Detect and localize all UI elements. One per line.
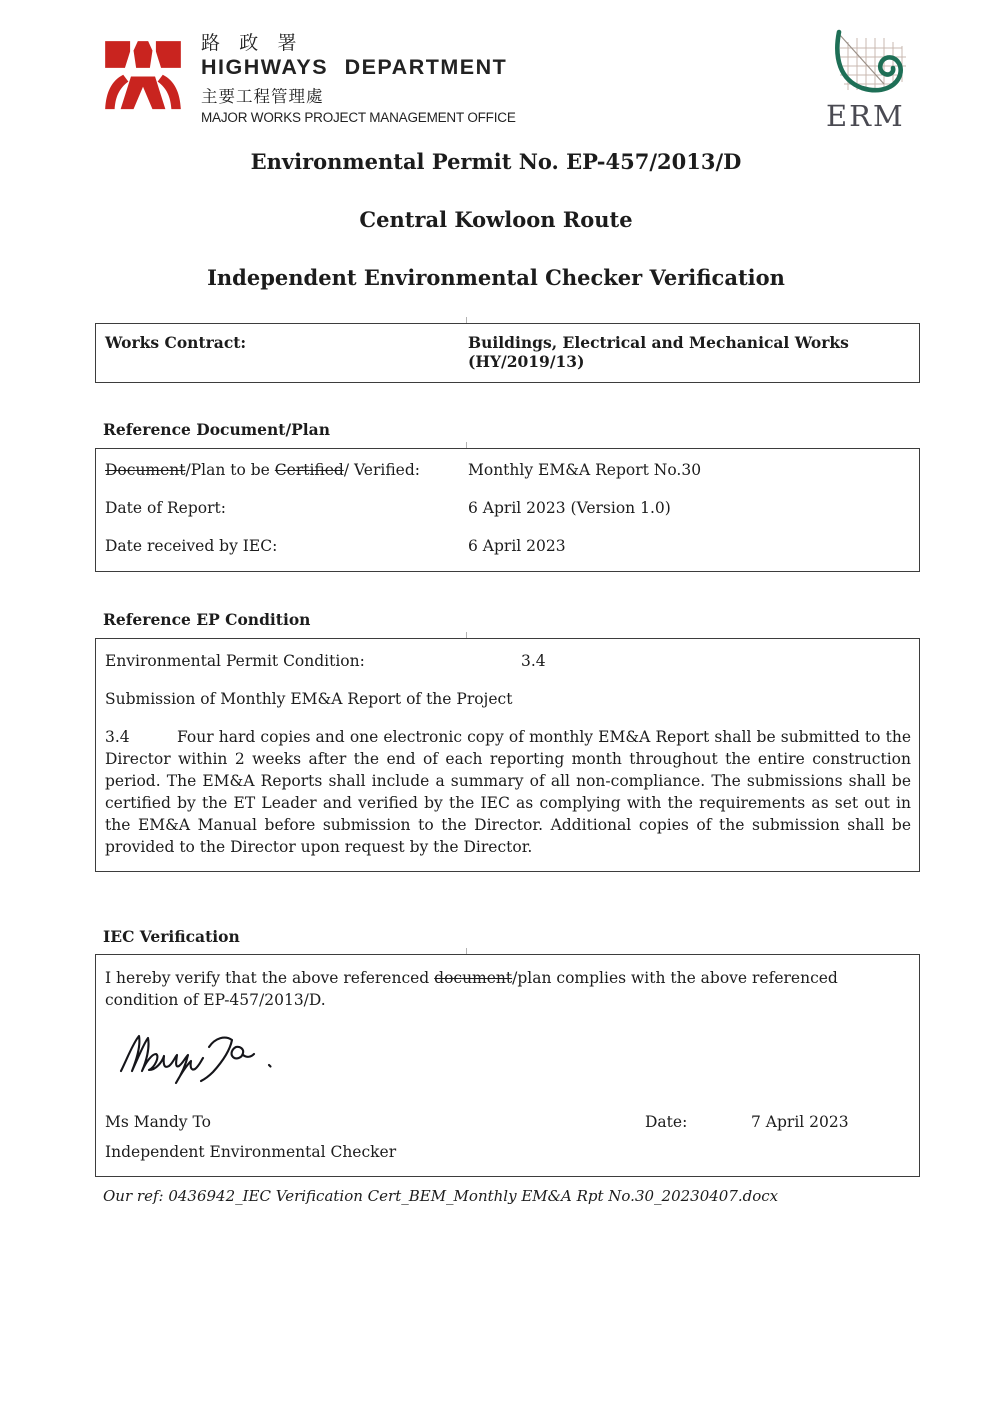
page-header <box>0 0 992 133</box>
date-of-report-label: Date of Report: <box>105 499 226 517</box>
iec-verification-heading: IEC Verification <box>103 927 240 946</box>
erm-fern-logo-icon <box>826 28 924 102</box>
date-received-value: 6 April 2023 <box>468 537 566 555</box>
hyd-english-name: HIGHWAYS DEPARTMENT <box>201 54 508 79</box>
doc-plan-label-tail: / Verified: <box>343 461 420 479</box>
works-contract-label: Works Contract: <box>105 333 247 352</box>
statement-pre: I hereby verify that the above referenced <box>105 969 435 987</box>
erm-wordmark: ERM <box>826 99 905 133</box>
works-contract-box <box>95 323 920 383</box>
project-title: Central Kowloon Route <box>359 207 633 232</box>
date-label: Date: <box>645 1112 688 1131</box>
reference-document-heading: Reference Document/Plan <box>103 420 330 439</box>
highways-department-block <box>100 30 516 125</box>
table-divider-stub <box>466 632 467 638</box>
ep-condition-value: 3.4 <box>521 652 546 670</box>
document-type-title: Independent Environmental Checker Verification <box>207 265 785 290</box>
reference-document-box <box>95 448 920 572</box>
struck-word-certified: Certified <box>274 461 344 479</box>
ep-clause-number: 3.4 <box>105 728 130 746</box>
table-divider-stub <box>466 317 467 323</box>
reference-ep-condition-heading: Reference EP Condition <box>103 610 311 629</box>
ep-condition-label: Environmental Permit Condition: <box>105 652 365 670</box>
statement-post: /plan complies with the above referenced condition of EP-457/2013/D. <box>105 969 838 1009</box>
works-contract-value: Buildings, Electrical and Mechanical Works (HY/2019/13) <box>468 333 849 371</box>
permit-number-title: Environmental Permit No. EP-457/2013/D <box>250 149 742 174</box>
iec-verification-statement <box>105 968 911 1011</box>
doc-plan-row <box>105 460 911 480</box>
iec-verification-box <box>95 954 920 1177</box>
highways-department-titles <box>201 30 516 125</box>
hyd-chinese-office: 主要工程管理處 <box>201 87 324 106</box>
doc-plan-value: Monthly EM&A Report No.30 <box>468 461 702 479</box>
date-received-label: Date received by IEC: <box>105 537 278 555</box>
ep-condition-row <box>105 651 911 671</box>
date-of-report-row <box>105 498 911 518</box>
date-of-report-value: 6 April 2023 (Version 1.0) <box>468 499 671 517</box>
hyd-chinese-name: 路 政 署 <box>201 33 304 54</box>
signature-image <box>117 1025 287 1085</box>
hyd-english-office: MAJOR WORKS PROJECT MANAGEMENT OFFICE <box>201 109 516 125</box>
doc-plan-label-mid: /Plan to be <box>185 461 275 479</box>
our-ref-line: Our ref: 0436942_IEC Verification Cert_BEM_Monthly EM&A Rpt No.30_20230407.docx <box>103 1186 779 1205</box>
ep-condition-subject: Submission of Monthly EM&A Report of the Project <box>105 690 513 708</box>
struck-word-document: Document <box>105 461 186 479</box>
signatory-title: Independent Environmental Checker <box>105 1142 397 1161</box>
table-divider-stub <box>466 442 467 448</box>
reference-ep-condition-box <box>95 638 920 872</box>
date-value: 7 April 2023 <box>751 1112 849 1131</box>
ep-clause-paragraph <box>105 726 911 858</box>
date-received-row <box>105 536 911 556</box>
struck-word-document: document <box>434 969 513 987</box>
table-divider-stub <box>466 948 467 954</box>
ep-clause-text: Four hard copies and one electronic copy of monthly EM&A Report shall be submitted to the Director within 2 weeks after the end of each reporting month throughout the entire construction period. The EM&A Reports shall include a summary of all non-compliance. The submissions shall be certified by the ET Leader and verified by the IEC as complying with the requirements as set out in the EM&A Manual before submission to the Director. Additional copies of the submission shall be provided to the Director upon request by the Director. <box>105 728 911 856</box>
erm-logo-block <box>826 28 926 131</box>
highways-department-logo-icon <box>100 30 186 116</box>
signatory-and-date-row <box>105 1112 911 1132</box>
signatory-name: Ms Mandy To <box>105 1112 211 1131</box>
doc-plan-label <box>105 460 468 480</box>
document-titles <box>0 149 992 290</box>
